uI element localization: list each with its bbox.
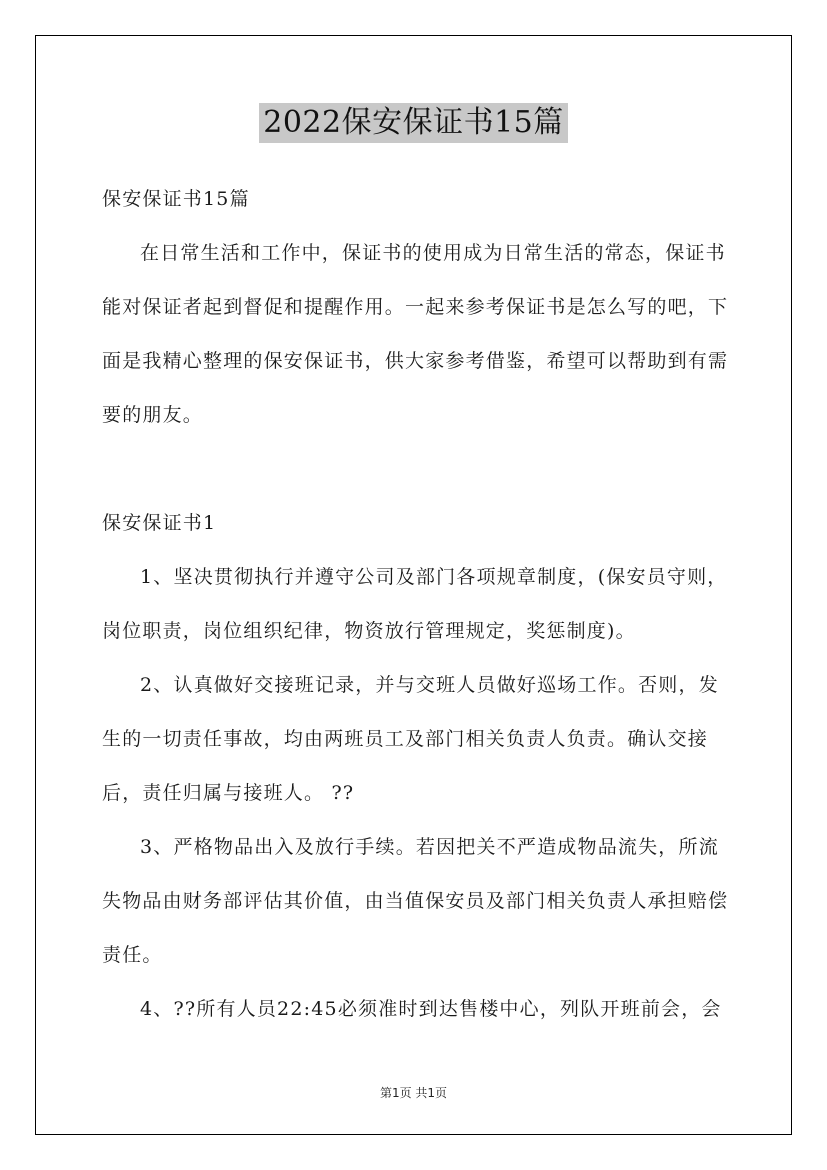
list-item-3: 3、严格物品出入及放行手续。若因把关不严造成物品流失，所流失物品由财务部评估其价值，由当值保安员及部门相关负责人承担赔偿责任。: [102, 836, 729, 966]
list-item-4: 4、??所有人员22:45必须准时到达售楼中心，列队开班前会，会: [140, 998, 722, 1020]
section-heading: 保安保证书1: [102, 512, 217, 534]
list-item-1: 1、坚决贯彻执行并遵守公司及部门各项规章制度，(保安员守则，岗位职责，岗位组织纪律，物资放行管理规定，奖惩制度)。: [102, 566, 728, 642]
title-container: [0, 103, 827, 143]
paragraph-spacer: [102, 442, 730, 496]
list-item-2: 2、认真做好交接班记录，并与交班人员做好巡场工作。否则，发生的一切责任事故，均由两班员工及部门相关负责人负责。确认交接后，责任归属与接班人。 ??: [102, 674, 719, 804]
page-footer: 第1页 共1页: [379, 1086, 448, 1100]
document-body: [102, 172, 730, 1036]
subtitle: 保安保证书15篇: [102, 188, 250, 210]
intro-paragraph: 在日常生活和工作中，保证书的使用成为日常生活的常态，保证书能对保证者起到督促和提醒作用。一起来参考保证书是怎么写的吧，下面是我精心整理的保安保证书，供大家参考借鉴，希望可以帮助到有需要的朋友。: [102, 242, 729, 426]
document-title: 2022保安保证书15篇: [259, 103, 568, 143]
